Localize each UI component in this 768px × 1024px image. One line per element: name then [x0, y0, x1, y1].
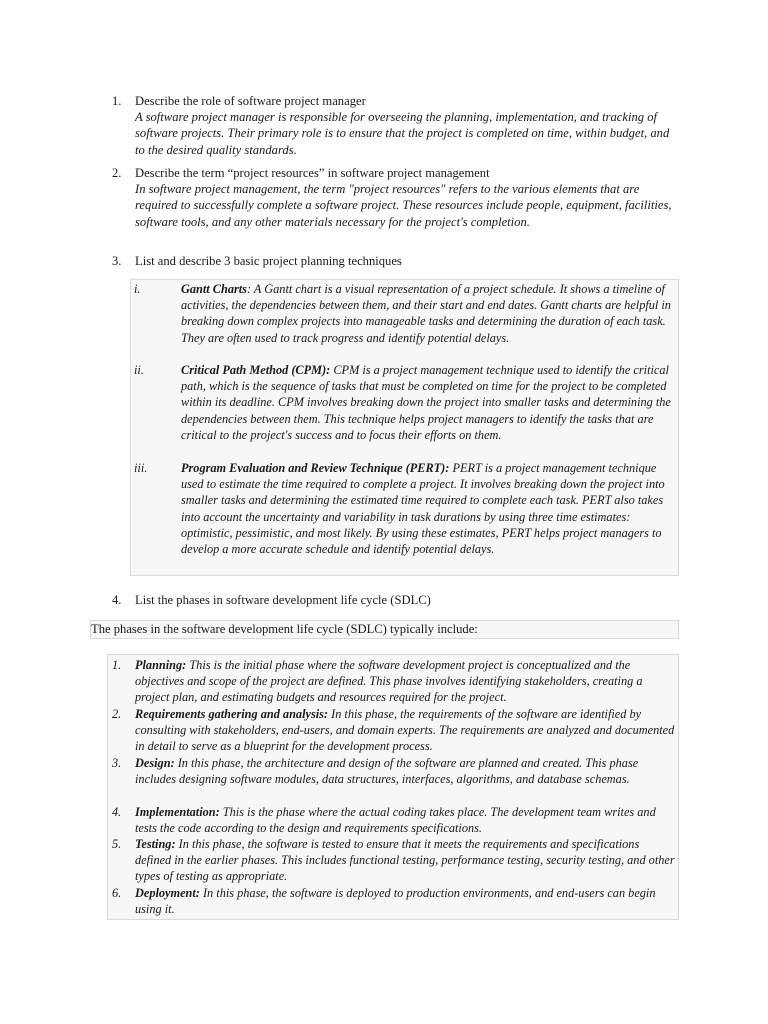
phase-text: This is the phase where the actual coding takes place. The development team writes and tests the code according to the design and requirements specifications.: [135, 805, 656, 836]
technique-title: Critical Path Method (CPM):: [181, 363, 331, 377]
phase-body: [135, 706, 675, 755]
phase-title: Deployment:: [135, 886, 200, 900]
answer-text: In software project management, the term "project resources" refers to the various elements that are required to successfully complete a software project. These resources include people, equipment, facilities, software tools, and any other materials necessary for the project's completion.: [135, 182, 672, 229]
phase-text: In this phase, the software is tested to ensure that it meets the requirements and specifications defined in the earlier phases. This includes functional testing, performance testing, security testing, and other types of testing as appropriate.: [135, 837, 675, 884]
question-3: [112, 253, 672, 269]
technique-body: [181, 362, 677, 443]
question-4: [112, 592, 672, 608]
phase-number: 1.: [112, 658, 122, 672]
question-text: Describe the role of software project manager: [135, 94, 366, 108]
phase-number: 5.: [112, 837, 122, 851]
question-text: List and describe 3 basic project planning techniques: [135, 254, 402, 268]
phase-title: Implementation:: [135, 805, 220, 819]
technique-body: [181, 281, 677, 346]
phase-body: [135, 836, 675, 885]
question-text: Describe the term “project resources” in software project management: [135, 166, 490, 180]
technique-title: Program Evaluation and Review Technique (PERT):: [181, 461, 450, 475]
phase-title: Requirements gathering and analysis:: [135, 707, 329, 721]
question-2: [112, 165, 672, 230]
phase-title: Planning:: [135, 658, 187, 672]
phase-text: In this phase, the software is deployed to production environments, and end-users can begin using it.: [135, 886, 656, 917]
technique-numeral: ii.: [134, 363, 144, 377]
technique-text: CPM is a project management technique used to identify the critical path, which is the sequence of tasks that must be completed on time for the project to be completed within its deadline. CPM involves breaking down the project into smaller tasks and determining the dependencies between them. This technique helps project managers to identify the tasks that are critical to the project's success and to focus their efforts on them.: [181, 363, 671, 442]
phase-body: [135, 885, 675, 917]
technique-numeral: iii.: [134, 461, 148, 475]
question-number: 1.: [112, 94, 122, 108]
sdlc-intro-text: The phases in the software development life cycle (SDLC) typically include:: [91, 622, 478, 636]
phase-body: [135, 804, 675, 836]
technique-body: [181, 460, 677, 557]
question-1: [112, 93, 672, 158]
phase-body: [135, 657, 675, 706]
question-number: 4.: [112, 593, 122, 607]
phase-body: [135, 755, 675, 787]
technique-text: : A Gantt chart is a visual representation of a project schedule. It shows a timeline of activities, the dependencies between them, and their start and end dates. Gantt charts are helpful in breaking down complex projects into manageable tasks and determining the duration of each task. They are often used to track progress and identify potential delays.: [181, 282, 671, 345]
technique-title: Gantt Charts: [181, 282, 247, 296]
phase-title: Design:: [135, 756, 175, 770]
question-number: 3.: [112, 254, 122, 268]
phase-text: In this phase, the architecture and design of the software are planned and created. This phase includes designing software modules, data structures, interfaces, algorithms, and database schemas.: [135, 756, 639, 787]
question-text: List the phases in software development life cycle (SDLC): [135, 593, 431, 607]
phase-number: 2.: [112, 707, 122, 721]
answer-text: A software project manager is responsible for overseeing the planning, implementation, and tracking of software projects. Their primary role is to ensure that the project is completed on time, within budget, and to the desired quality standards.: [135, 110, 670, 157]
question-number: 2.: [112, 166, 122, 180]
phase-number: 4.: [112, 805, 122, 819]
phase-number: 6.: [112, 886, 122, 900]
phase-text: This is the initial phase where the software development project is conceptualized and the objectives and scope of the project are defined. This phase involves identifying stakeholders, creating a project plan, and estimating budgets and resources required for the project.: [135, 658, 643, 705]
phase-text: In this phase, the requirements of the software are identified by consulting with stakeholders, end-users, and domain experts. The requirements are analyzed and documented in detail to serve as a blueprint for the development process.: [135, 707, 675, 754]
technique-numeral: i.: [134, 282, 141, 296]
phase-title: Testing:: [135, 837, 176, 851]
technique-text: PERT is a project management technique used to estimate the time required to complete a project. It involves breaking down the project into smaller tasks and determining the estimated time required to complete each task. PERT also takes into account the uncertainty and variability in task durations by using three time estimates: optimistic, pessimistic, and most likely. By using these estimates, PERT helps project managers to develop a more accurate schedule and identify potential delays.: [181, 461, 665, 557]
phase-number: 3.: [112, 756, 122, 770]
